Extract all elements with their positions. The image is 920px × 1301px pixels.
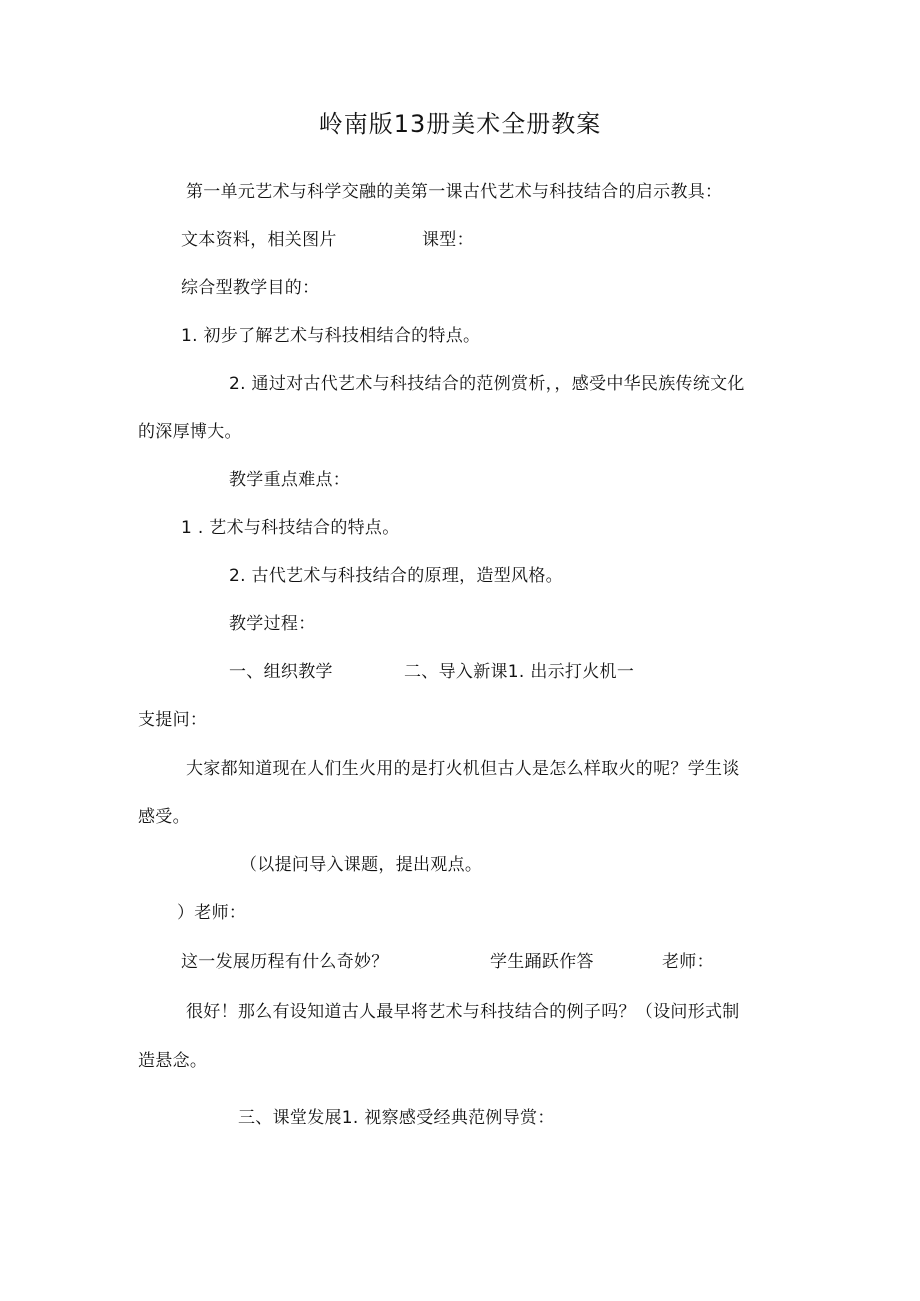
intro-note: （以提问导入课题，提出观点。 xyxy=(240,855,483,875)
discussion-paragraph-continued: 感受。 xyxy=(138,807,190,827)
objectives-heading: 综合型教学目的： xyxy=(181,278,320,298)
teacher-label-2: 老师： xyxy=(662,952,714,972)
objective-2: 2. 通过对古代艺术与科技结合的范例赏析，，感受中华民族传统文化 xyxy=(229,374,745,394)
lesson-type-label: 课型： xyxy=(422,230,474,250)
teaching-materials: 文本资料，相关图片 xyxy=(181,230,337,250)
discussion-paragraph: 大家都知道现在人们生火用的是打火机但古人是怎么样取火的呢？学生谈 xyxy=(186,759,740,779)
key-points-heading: 教学重点难点： xyxy=(229,470,351,490)
unit-lesson-line: 第一单元艺术与科学交融的美第一课古代艺术与科技结合的启示教具： xyxy=(186,182,723,202)
objective-1: 1. 初步了解艺术与科技相结合的特点。 xyxy=(181,326,481,346)
step-introduce-new-lesson: 二、导入新课1. 出示打火机一 xyxy=(404,662,635,682)
key-point-1: 1 . 艺术与科技结合的特点。 xyxy=(181,518,400,538)
teacher-label-1: ）老师： xyxy=(177,903,247,923)
students-answer: 学生踊跃作答 xyxy=(490,952,594,972)
key-point-2: 2. 古代艺术与科技结合的原理，造型风格。 xyxy=(229,566,563,586)
suspense-paragraph-continued: 造悬念。 xyxy=(138,1051,208,1071)
question-prompt: 支提问： xyxy=(138,710,208,730)
objective-2-continued: 的深厚博大。 xyxy=(138,422,242,442)
process-heading: 教学过程： xyxy=(229,614,316,634)
document-title: 岭南版13册美术全册教案 xyxy=(318,110,602,138)
classroom-development: 三、课堂发展1. 视察感受经典范例导赏： xyxy=(238,1108,555,1128)
suspense-paragraph: 很好！那么有设知道古人最早将艺术与科技结合的例子吗？（设问形式制 xyxy=(186,1002,740,1022)
development-question: 这一发展历程有什么奇妙？ xyxy=(181,952,389,972)
step-organize-teaching: 一、组织教学 xyxy=(229,662,333,682)
